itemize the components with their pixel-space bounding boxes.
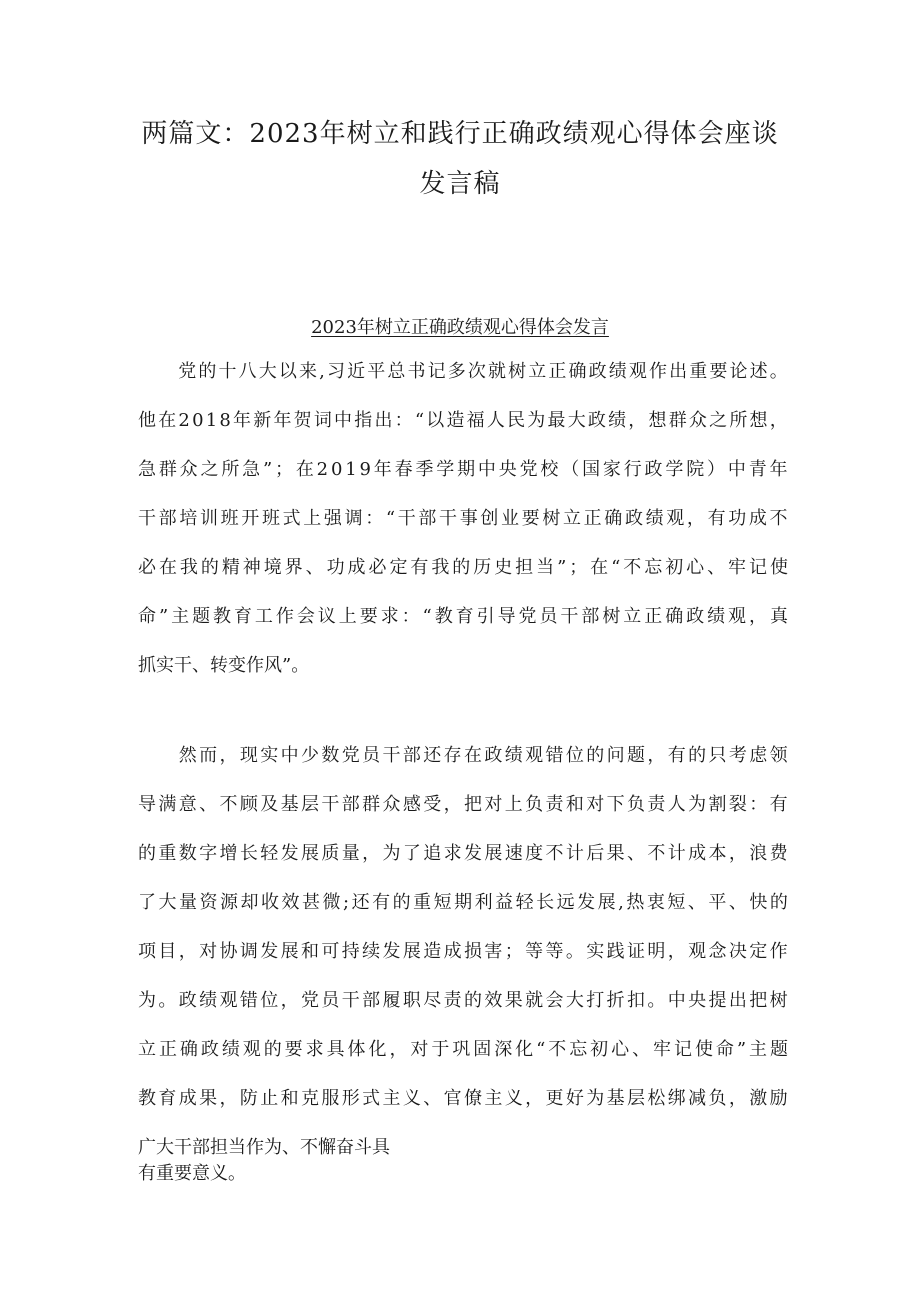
paragraph-line: 党 的 十 八 大 以 来 , 习 近 平 总 书 记 多 次 就 树 立 正 确 政 绩 观 作 出 重 要 论 述 。 bbox=[178, 361, 788, 382]
paragraph-line: 干 部 培 训 班 开 班 式 上 强 调 ： “ 干 部 干 事 创 业 要 树 立 正 确 政 绩 观 ， 有 功 成 不 bbox=[138, 508, 788, 529]
paragraph-line: 为 。 政 绩 观 错 位 ， 党 员 干 部 履 职 尽 责 的 效 果 就 会 大 打 折 扣 。 中 央 提 出 把 树 bbox=[138, 990, 788, 1011]
paragraph-line: 然 而 ， 现 实 中 少 数 党 员 干 部 还 存 在 政 绩 观 错 位 的 问 题 ， 有 的 只 考 虑 领 bbox=[178, 745, 788, 766]
paragraph-line: 必 在 我 的 精 神 境 界 、 功 成 必 定 有 我 的 历 史 担 当 ” ； 在 “ 不 忘 初 心 、 牢 记 使 bbox=[138, 557, 788, 578]
paragraph-line: 他 在 2 0 1 8 年 新 年 贺 词 中 指 出 ： “ 以 造 福 人 民 为 最 大 政 绩 ， 想 群 众 之 所 想 ， bbox=[138, 410, 788, 431]
paragraph-line: 了 大 量 资 源 却 收 效 甚 微 ; 还 有 的 重 短 期 利 益 轻 长 远 发 展 , 热 衷 短 、 平 、 快 的 bbox=[138, 892, 788, 913]
section-heading: 2023年树立正确政绩观心得体会发言 bbox=[311, 317, 609, 338]
paragraph-line: 广大干部担当作为、不懈奋斗具 bbox=[138, 1137, 390, 1158]
paragraph-line: 教 育 成 果 ， 防 止 和 克 服 形 式 主 义 、 官 僚 主 义 ， 更 好 为 基 层 松 绑 减 负 ， 激 励 bbox=[138, 1088, 788, 1109]
paragraph-line: 项 目 ， 对 协 调 发 展 和 可 持 续 发 展 造 成 损 害 ； 等 等 。 实 践 证 明 ， 观 念 决 定 作 bbox=[138, 941, 788, 962]
paragraph-line: 导 满 意 、 不 顾 及 基 层 干 部 群 众 感 受 ， 把 对 上 负 责 和 对 下 负 责 人 为 割 裂 ： 有 bbox=[138, 794, 788, 815]
paragraph-line: 命 ” 主 题 教 育 工 作 会 议 上 要 求 ： “ 教 育 引 导 党 员 干 部 树 立 正 确 政 绩 观 ， 真 bbox=[138, 606, 788, 627]
paragraph-line: 抓实干、转变作风”。 bbox=[138, 655, 310, 676]
paragraph-line: 急 群 众 之 所 急 ” ； 在 2 0 1 9 年 春 季 学 期 中 央 党 校 （ 国 家 行 政 学 院 ） 中 青 年 bbox=[138, 459, 788, 480]
paragraph-line: 立 正 确 政 绩 观 的 要 求 具 体 化 ， 对 于 巩 固 深 化 “ 不 忘 初 心 、 牢 记 使 命 ” 主 题 bbox=[138, 1039, 788, 1060]
document-title-line-1: 两篇文：2023年树立和践行正确政绩观心得体会座谈 bbox=[141, 119, 779, 149]
paragraph-line: 有重要意义。 bbox=[138, 1163, 246, 1184]
paragraph-line: 的 重 数 字 增 长 轻 发 展 质 量 ， 为 了 追 求 发 展 速 度 不 计 后 果 、 不 计 成 本 ， 浪 费 bbox=[138, 843, 788, 864]
document-title-line-2: 发言稿 bbox=[419, 169, 501, 199]
